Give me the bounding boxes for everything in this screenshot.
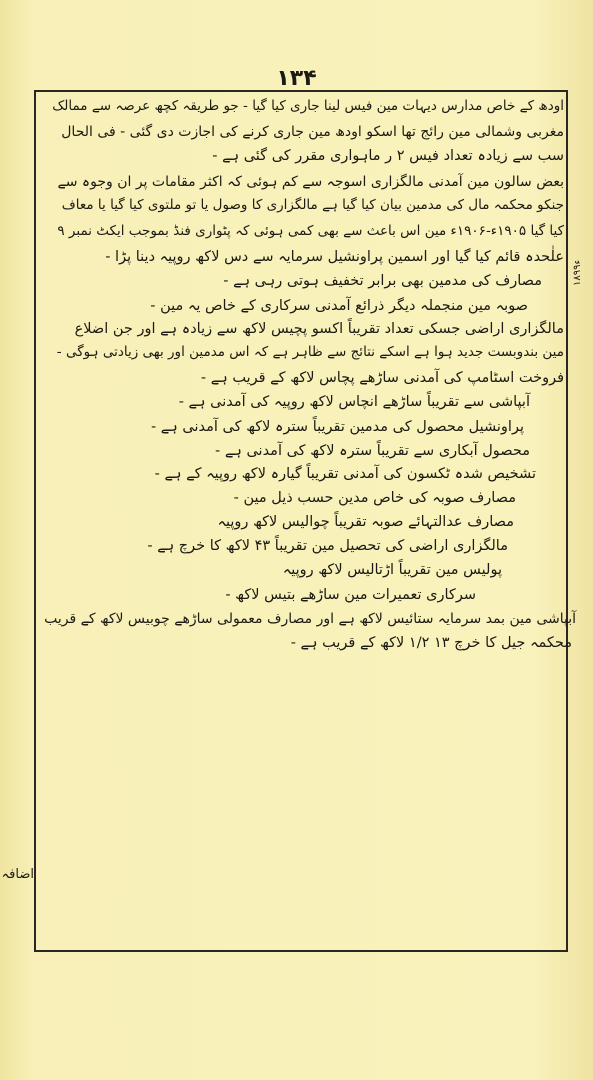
text-line: مصارف صوبہ کی خاص مدین حسب ذیل مین -	[233, 490, 516, 506]
text-line: فروخت اسٹامپ کی آمدنی ساڑھے پچاس لاکھ کے قریب ہے -	[200, 370, 564, 386]
text-line: جنکو محکمہ مال کی مدمین بیان کیا گیا ہے مالگزاری کا وصول یا تو ملتوی کیا گیا یا معاف	[61, 197, 564, 213]
text-line: پراونشیل محصول کی مدمین تقریباً سترہ لاکھ کی آمدنی ہے -	[150, 419, 524, 435]
text-line: پولیس مین تقریباً اڑتالیس لاکھ روپیہ	[282, 562, 502, 578]
text-line: بعض سالون مین آمدنی مالگزاری اسوجہ سے کم ہوئی کہ اکثر مقامات پر ان وجوہ سے	[57, 174, 564, 190]
text-line: مصارف عدالتہائے صوبہ تقریباً چوالیس لاکھ روپیہ	[217, 514, 514, 530]
text-line: مین بندوبست جدید ہوا ہے اسکے نتائج سے ظاہر ہے کہ اس مدمین اور بھی زیادتی ہوگی -	[56, 344, 564, 360]
text-line: محصول آبکاری سے تقریباً سترہ لاکھ کی آمدنی ہے -	[215, 443, 530, 459]
text-line: سرکاری تعمیرات مین ساڑھے بتیس لاکھ -	[225, 587, 476, 603]
margin-note-right: ۱۸۹۹ء	[572, 259, 583, 286]
text-line: اودھ کے خاص مدارس دیہات مین فیس لینا جاری کیا گیا - جو طریقہ کچھ عرصہ سے ممالک	[52, 98, 564, 114]
text-line: مغربی وشمالی مین رائج تھا اسکو اودھ مین جاری کرنے کی اجازت دی گئی - فی الحال	[61, 124, 564, 140]
text-line: سب سے زیادہ تعداد فیس ۲ ر ماہواری مقرر کی گئی ہے -	[212, 148, 564, 164]
text-line: صوبہ مین منجملہ دیگر ذرائع آمدنی سرکاری کے خاص یہ مین -	[150, 298, 528, 314]
text-line: مالگزاری اراضی جسکی تعداد تقریباً اکسو پچیس لاکھ سے زیادہ ہے اور جن اضلاع	[74, 321, 564, 337]
text-line: علٰحدہ قائم کیا گیا اور اسمین پراونشیل سرمایہ سے دس لاکھ روپیہ دینا پڑا -	[105, 249, 564, 265]
text-line: آبپاشی سے تقریباً ساڑھے انچاس لاکھ روپیہ کی آمدنی ہے -	[178, 394, 530, 410]
text-line: محکمہ جیل کا خرچ ۱۳ ۱/۲ لاکھ کے قریب ہے -	[290, 635, 572, 651]
margin-note-left: اضافہ	[1, 867, 34, 882]
text-line: آبپاشی مین بمد سرمایہ ستائیس لاکھ ہے اور مصارف معمولی ساڑھے چوبیس لاکھ کے قریب	[44, 611, 576, 627]
page-number: ۱۳۴	[276, 66, 317, 91]
text-line: مالگزاری اراضی کی تحصیل مین تقریباً ۴۳ لاکھ کا خرچ ہے -	[147, 538, 508, 554]
text-line: تشخیص شدہ ٹکسون کی آمدنی تقریباً گیارہ لاکھ روپیہ کے ہے -	[154, 466, 536, 482]
text-line: مصارف کی مدمین بھی برابر تخفیف ہوتی رہی ہے -	[223, 273, 542, 289]
text-line: کیا گیا ۱۹۰۵ء-۱۹۰۶ء مین اس باعث سے بھی کمی ہوئی کہ پٹواری فنڈ بموجب ایکٹ نمبر ۹	[57, 223, 564, 239]
